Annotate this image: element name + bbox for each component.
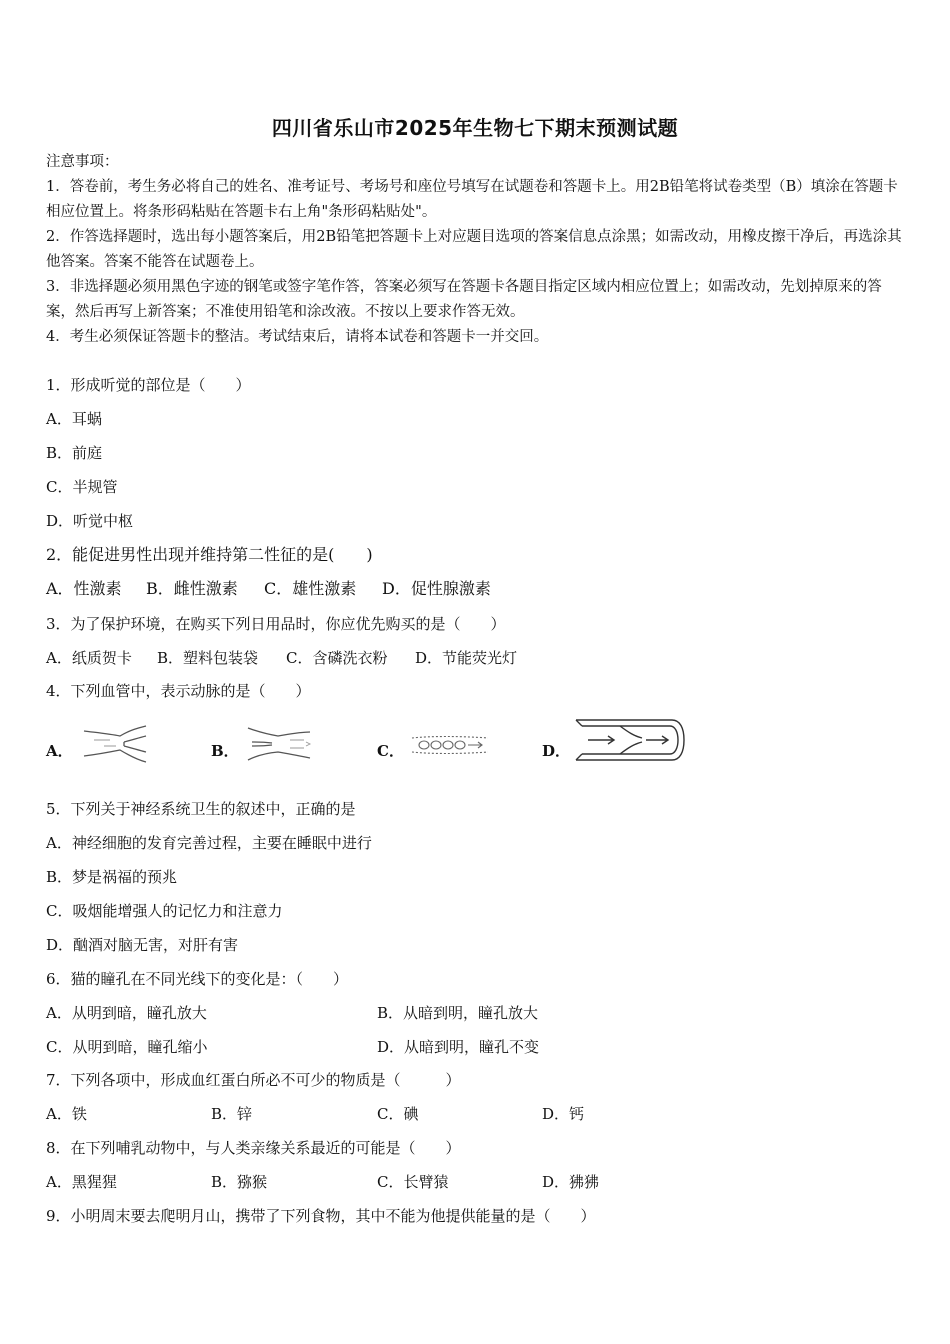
question-7-option-a: A．铁 xyxy=(46,1105,87,1123)
question-3-stem: 3．为了保护环境，在购买下列日用品时，你应优先购买的是（ ） xyxy=(46,615,506,633)
question-2-option-d: D．促性腺激素 xyxy=(382,579,491,598)
question-8-option-d: D．狒狒 xyxy=(542,1173,600,1191)
vessel-c-image xyxy=(410,728,490,762)
question-2-option-b: B．雌性激素 xyxy=(146,579,238,598)
question-3-option-a: A．纸质贺卡 xyxy=(46,649,132,667)
question-7-option-d: D．钙 xyxy=(542,1105,585,1123)
question-1-option-b: B．前庭 xyxy=(46,444,103,462)
question-4-option-b: B． xyxy=(211,742,239,760)
question-3-option-c: C．含磷洗衣粉 xyxy=(286,649,388,667)
question-6-option-b: B．从暗到明，瞳孔放大 xyxy=(377,1004,539,1022)
question-6-stem: 6．猫的瞳孔在不同光线下的变化是：（ ） xyxy=(46,970,349,988)
question-6-option-a: A．从明到暗，瞳孔放大 xyxy=(46,1004,207,1022)
question-2-stem: 2．能促进男性出现并维持第二性征的是( ) xyxy=(46,545,373,564)
notice-section xyxy=(46,150,910,350)
question-5-option-a: A．神经细胞的发育完善过程，主要在睡眠中进行 xyxy=(46,834,372,852)
question-5-option-d: D．酗酒对脑无害，对肝有害 xyxy=(46,936,239,954)
notice-heading: 注意事项： xyxy=(46,154,119,170)
page-title: 四川省乐山市2025年生物七下期末预测试题 xyxy=(271,116,679,140)
question-7-option-b: B．锌 xyxy=(211,1105,253,1123)
question-6-option-d: D．从暗到明，瞳孔不变 xyxy=(377,1038,540,1056)
notice-item: 2．作答选择题时，选出每小题答案后，用2B铅笔把答题卡上对应题目选项的答案信息点涂黑；如需改动，用橡皮擦干净后，再选涂其他答案。答案不能答在试题卷上。 xyxy=(46,229,902,270)
question-2-option-c: C．雄性激素 xyxy=(264,579,357,598)
question-8-option-a: A．黑猩猩 xyxy=(46,1173,117,1191)
question-4-stem: 4．下列血管中，表示动脉的是（ ） xyxy=(46,682,311,700)
question-5-option-c: C．吸烟能增强人的记忆力和注意力 xyxy=(46,902,283,920)
question-8-option-b: B．猕猴 xyxy=(211,1173,268,1191)
question-4-option-d: D． xyxy=(542,742,571,760)
vessel-b-image xyxy=(244,722,316,766)
question-4-option-a: A． xyxy=(46,742,73,760)
question-3-option-d: D．节能荧光灯 xyxy=(415,649,518,667)
question-6-option-c: C．从明到暗，瞳孔缩小 xyxy=(46,1038,208,1056)
question-8-option-c: C．长臂猿 xyxy=(377,1173,449,1191)
question-3-option-b: B．塑料包装袋 xyxy=(157,649,259,667)
vessel-a-image xyxy=(80,722,152,766)
vessel-d-image xyxy=(572,716,688,764)
question-2-option-a: A．性激素 xyxy=(46,579,122,598)
question-1-option-a: A．耳蜗 xyxy=(46,410,102,428)
question-5-option-b: B．梦是祸福的预兆 xyxy=(46,868,178,886)
question-7-option-c: C．碘 xyxy=(377,1105,419,1123)
question-1-option-d: D．听觉中枢 xyxy=(46,512,134,530)
question-8-stem: 8．在下列哺乳动物中，与人类亲缘关系最近的可能是（ ） xyxy=(46,1139,461,1157)
question-1-option-c: C．半规管 xyxy=(46,478,118,496)
question-5-stem: 5．下列关于神经系统卫生的叙述中，正确的是 xyxy=(46,800,356,818)
notice-item: 3．非选择题必须用黑色字迹的钢笔或签字笔作答，答案必须写在答题卡各题目指定区域内相应位置上；如需改动，先划掉原来的答案，然后再写上新答案；不准使用铅笔和涂改液。不按以上要求作答无效。 xyxy=(46,279,882,320)
question-1-stem: 1．形成听觉的部位是（ ） xyxy=(46,376,251,394)
question-7-stem: 7．下列各项中，形成血红蛋白所必不可少的物质是（ ） xyxy=(46,1071,461,1089)
notice-item: 1．答卷前，考生务必将自己的姓名、准考证号、考场号和座位号填写在试题卷和答题卡上。用2B铅笔将试卷类型（B）填涂在答题卡相应位置上。将条形码粘贴在答题卡右上角"条形码粘贴处"。 xyxy=(46,179,898,220)
notice-item: 4．考生必须保证答题卡的整洁。考试结束后，请将本试卷和答题卡一并交回。 xyxy=(46,329,549,345)
question-4-option-c: C． xyxy=(377,742,404,760)
question-9-stem: 9．小明周末要去爬明月山，携带了下列食物，其中不能为他提供能量的是（ ） xyxy=(46,1207,596,1225)
